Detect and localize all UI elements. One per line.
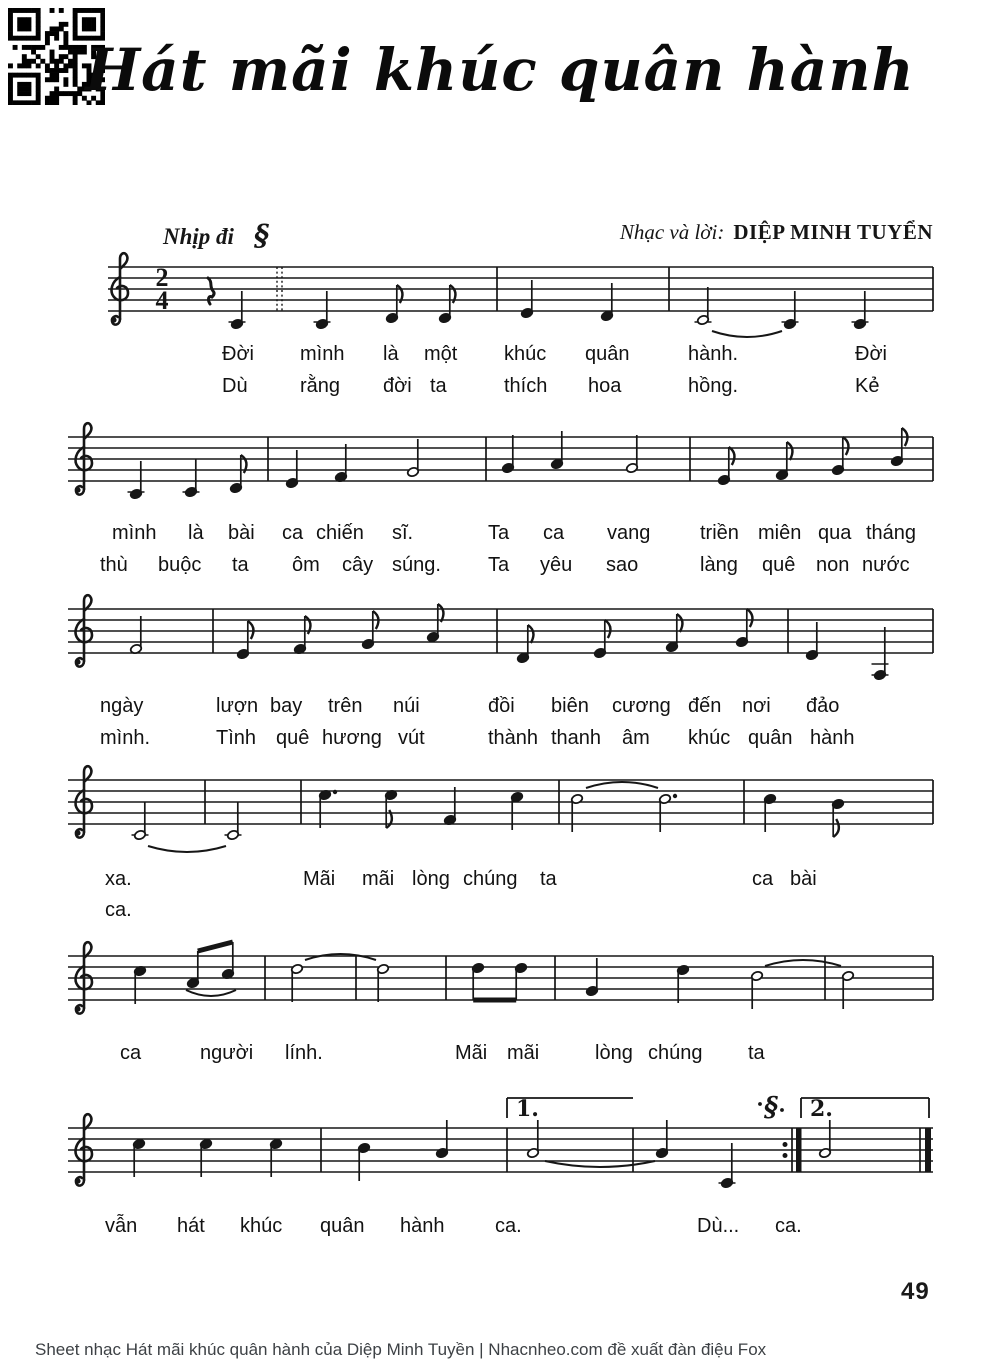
lyric-word: lòng (595, 1042, 633, 1064)
lyric-word: vút (398, 727, 425, 749)
lyric-word: là (188, 522, 204, 544)
lyric-word: ca. (495, 1215, 522, 1237)
lyric-word: mình. (100, 727, 151, 749)
lyric-word: lượn (216, 695, 259, 717)
svg-text:4: 4 (155, 286, 169, 315)
lyric-word: khúc (688, 727, 731, 749)
lyric-word: núi (393, 695, 420, 717)
lyric-word: nước (862, 554, 910, 576)
lyric-word: thích (504, 375, 548, 397)
staff-system-2 (0, 357, 1000, 547)
lyric-word: hành (400, 1215, 445, 1237)
lyric-word: Tình (216, 727, 257, 749)
lyric-word: thù (100, 554, 128, 576)
lyric-word: một (424, 343, 458, 365)
lyric-word: quân (585, 343, 630, 365)
lyric-word: nơi (742, 695, 771, 717)
lyric-word: Dù... (697, 1215, 740, 1237)
lyric-word: đời (383, 375, 412, 397)
lyric-word: lính. (285, 1042, 323, 1064)
segno-icon: § (763, 1092, 779, 1123)
lyric-word: hoa (588, 375, 622, 397)
lyric-word: đồi (488, 695, 515, 717)
segno-icon: § (254, 218, 270, 252)
lyric-word: khúc (504, 343, 547, 365)
footer-caption: Sheet nhạc Hát mãi khúc quân hành của Diệp Minh Tuyền | Nhacnheo.com đề xuất đàn điệu Fox (35, 1340, 767, 1359)
lyric-word: người (200, 1042, 254, 1064)
lyric-word: Ta (488, 522, 510, 544)
lyric-word: ta (430, 375, 447, 397)
lyric-word: ca. (105, 899, 132, 921)
lyric-word: súng. (392, 554, 441, 576)
lyric-word: vang (607, 522, 651, 544)
staff-system-1 (0, 187, 1000, 377)
lyric-word: non (816, 554, 850, 576)
lyric-word: quân (748, 727, 793, 749)
lyric-word: yêu (540, 554, 573, 576)
staff-system-6 (0, 1048, 1000, 1238)
lyric-word: bài (228, 522, 255, 544)
lyric-word: sao (606, 554, 639, 576)
lyric-word: cây (342, 554, 374, 576)
lyric-word: quê (762, 554, 796, 576)
lyric-word: mình (300, 343, 345, 365)
lyric-word: rằng (300, 375, 341, 397)
lyric-word: miên (758, 522, 802, 544)
lyric-word: hát (177, 1215, 205, 1237)
lyric-word: chúng (648, 1042, 703, 1064)
svg-text:2: 2 (155, 263, 169, 292)
lyric-word: Mãi (455, 1042, 488, 1064)
lyric-word: thanh (551, 727, 602, 749)
lyric-word: ngày (100, 695, 144, 717)
lyric-word: thành (488, 727, 539, 749)
lyric-word: chiến (316, 522, 364, 544)
lyric-word: khúc (240, 1215, 283, 1237)
lyric-word: qua (818, 522, 852, 544)
lyric-word: cương (612, 695, 671, 717)
lyric-word: hành. (688, 343, 739, 365)
volta-label: 1. (516, 1096, 539, 1122)
staff-system-5 (0, 876, 1000, 1066)
lyric-word: ta (540, 868, 557, 890)
lyric-word: chúng (463, 868, 518, 890)
lyric-word: Ta (488, 554, 510, 576)
lyric-word: đến (688, 695, 722, 717)
lyric-word: ca. (775, 1215, 802, 1237)
lyric-word: buộc (158, 554, 202, 576)
lyric-word: hành (810, 727, 855, 749)
lyric-word: ôm (292, 554, 320, 576)
lyric-word: Đời (855, 343, 888, 365)
lyric-word: Dù (222, 375, 248, 397)
page-number: 49 (901, 1278, 930, 1305)
lyric-word: đảo (806, 695, 840, 717)
lyric-word: bay (270, 695, 303, 717)
lyric-word: hồng. (688, 375, 739, 397)
tempo-text: Nhịp đi (163, 224, 234, 249)
lyric-word: trên (328, 695, 363, 717)
lyric-word: mãi (362, 868, 395, 890)
lyric-word: ca (752, 868, 774, 890)
lyric-word: làng (700, 554, 738, 576)
lyric-word: sĩ. (392, 522, 414, 544)
lyric-word: tháng (866, 522, 917, 544)
credit-prefix: Nhạc và lời: (619, 220, 725, 244)
lyric-word: ta (232, 554, 249, 576)
lyric-word: ca (282, 522, 304, 544)
volta-label: 2. (810, 1096, 833, 1122)
lyric-word: triền (700, 522, 739, 544)
lyric-word: ta (748, 1042, 765, 1064)
lyric-word: ca (543, 522, 565, 544)
lyric-word: xa. (105, 868, 132, 890)
lyric-word: mãi (507, 1042, 540, 1064)
lyric-word: Đời (222, 343, 255, 365)
lyric-word: ca (120, 1042, 142, 1064)
lyric-word: Mãi (303, 868, 336, 890)
lyric-word: mình (112, 522, 157, 544)
lyric-word: quê (276, 727, 310, 749)
lyric-word: vẫn (105, 1215, 138, 1237)
lyric-word: hương (322, 727, 382, 749)
lyric-word: biên (551, 695, 589, 717)
composer-name: DIỆP MINH TUYỂN (733, 220, 933, 244)
lyric-word: bài (790, 868, 817, 890)
lyric-word: là (383, 343, 399, 365)
lyric-word: quân (320, 1215, 365, 1237)
lyric-word: lòng (412, 868, 450, 890)
song-title: Hát mãi khúc quân hành (85, 36, 915, 104)
lyric-word: Kẻ (855, 375, 880, 397)
lyric-word: âm (622, 727, 650, 749)
